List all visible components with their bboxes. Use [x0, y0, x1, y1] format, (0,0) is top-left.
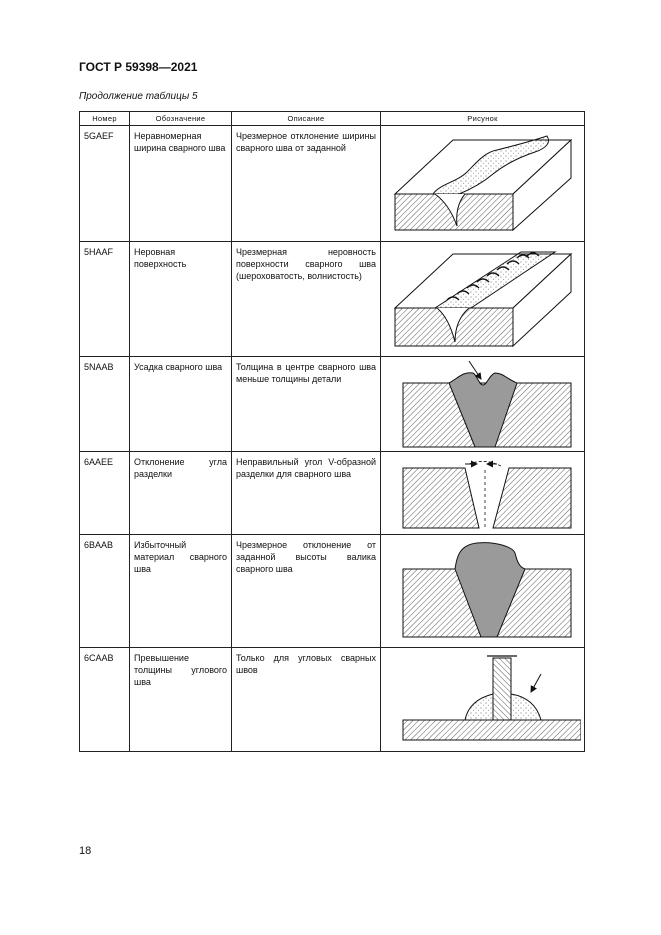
defect-figure-cell — [381, 126, 585, 242]
uneven-surface-figure — [385, 246, 581, 354]
defect-number: 6AAEE — [80, 452, 130, 535]
table-row — [80, 535, 585, 648]
table-continuation-caption: Продолжение таблицы 5 — [79, 91, 198, 102]
table-row — [80, 126, 585, 242]
defect-number: 5HAAF — [80, 242, 130, 357]
table-row — [80, 648, 585, 752]
fillet-weld-excess-figure — [385, 652, 581, 750]
table-row — [80, 242, 585, 357]
column-header-number: Номер — [80, 112, 130, 126]
defect-number: 6BAAB — [80, 535, 130, 648]
column-header-description: Описание — [232, 112, 381, 126]
defect-description: Чрезмерная неровность поверхности сварного шва (шероховатость, волнистость) — [232, 242, 381, 357]
weld-shrinkage-figure — [385, 361, 581, 451]
defect-designation: Избыточный материал сварного шва — [130, 535, 232, 648]
defect-designation: Отклонение угла разделки — [130, 452, 232, 535]
defect-designation: Неровная поверхность — [130, 242, 232, 357]
column-header-designation: Обозначение — [130, 112, 232, 126]
defect-figure-cell — [381, 452, 585, 535]
defect-number: 6CAAB — [80, 648, 130, 752]
table-row — [80, 452, 585, 535]
column-header-figure: Рисунок — [381, 112, 585, 126]
defect-description: Толщина в центре сварного шва меньше толщины детали — [232, 357, 381, 452]
defect-figure-cell — [381, 357, 585, 452]
excess-weld-metal-figure — [385, 539, 581, 643]
page-number: 18 — [79, 845, 92, 857]
groove-angle-figure — [385, 456, 581, 534]
defect-figure-cell — [381, 648, 585, 752]
defect-description: Чрезмерное отклонение ширины сварного шва от заданной — [232, 126, 381, 242]
defect-figure-cell — [381, 242, 585, 357]
defect-designation: Усадка сварного шва — [130, 357, 232, 452]
defect-number: 5GAEF — [80, 126, 130, 242]
defect-designation: Превышение толщины углового шва — [130, 648, 232, 752]
table-header-row — [80, 112, 585, 126]
defect-figure-cell — [381, 535, 585, 648]
defect-description: Только для угловых сварных швов — [232, 648, 381, 752]
document-title: ГОСТ Р 59398—2021 — [79, 60, 198, 74]
weld-defects-table — [79, 111, 585, 752]
defect-description: Неправильный угол V-образной разделки для сварного шва — [232, 452, 381, 535]
table-row — [80, 357, 585, 452]
uneven-weld-width-figure — [385, 130, 581, 238]
defect-description: Чрезмерное отклонение от заданной высоты валика сварного шва — [232, 535, 381, 648]
defect-designation: Неравномерная ширина сварного шва — [130, 126, 232, 242]
defect-number: 5NAAB — [80, 357, 130, 452]
